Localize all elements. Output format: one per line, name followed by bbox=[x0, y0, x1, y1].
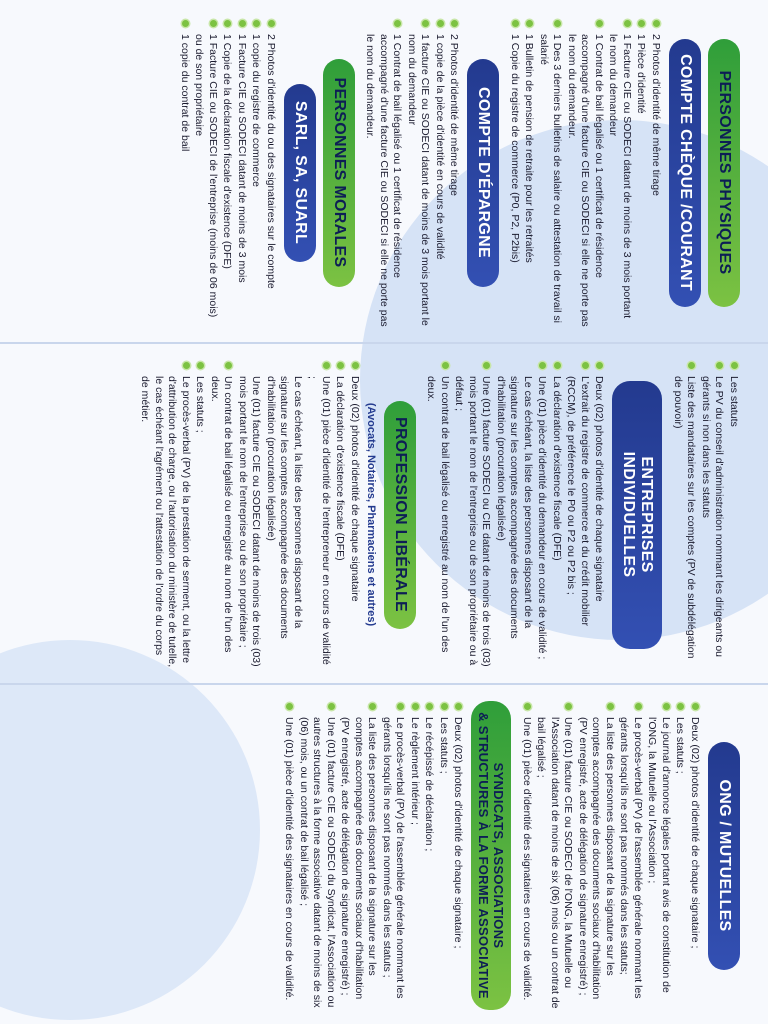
list-item: 1 copie du contrat de bail bbox=[178, 18, 192, 327]
list-item: Les statuts ; bbox=[673, 701, 687, 1010]
heading-entreprises-individuelles: ENTREPRISES INDIVIDUELLES bbox=[613, 381, 663, 649]
list-item: 1 Facture CIE ou SODECI datant de moins de 3 mois portant le nom du demandeur bbox=[606, 18, 633, 327]
list-item: 1 Bulletin de pension de retraite pour les retraités bbox=[522, 18, 536, 327]
heading-syndicats-line-1: SYNDICATS, ASSOCIATIONS bbox=[491, 762, 507, 949]
list-item: Les statuts ; bbox=[437, 701, 451, 1010]
list-item: Un contrat de bail légalisé ou enregistré au nom de l'un des deux. bbox=[208, 360, 235, 669]
list-item: Les statuts ; bbox=[193, 360, 207, 669]
list-item: Une (01) facture CIE ou SODECI de l'ONG, la Mutuelle ou l'Association datant de moins de six (06) mois ou un contrat de bail légalisé ; bbox=[534, 701, 575, 1010]
list-compte-cheque bbox=[508, 18, 663, 327]
list-item: L'extrait du registre de commerce et du crédit mobilier (RCCM), de préférence le P0 ou P2 ou P2 bis ; bbox=[564, 360, 591, 669]
list-item: Le procès-verbal (PV) de l'assemblée générale nommant les gérants lorsqu'ils ne sont pas nommés dans les statuts ; bbox=[380, 701, 407, 1010]
heading-syndicats-associations bbox=[472, 701, 512, 1010]
panel-personnes bbox=[0, 0, 768, 341]
heading-sarl-sa-suarl: SARL, SA, SUARL bbox=[284, 84, 316, 262]
list-item: 1 copie de la pièce d'identité en cours de validité bbox=[433, 18, 447, 327]
list-entreprises-individuelles bbox=[424, 360, 606, 669]
list-item: 2 Photos d'identité de même tirage bbox=[649, 18, 663, 327]
list-item: 1 Facture CIE ou SODECI de l'entreprise (moins de 06 mois) ou de son propriétaire bbox=[192, 18, 219, 327]
profession-liberale-subtitle: (Avocats, Notaires, Pharmaciens et autres) bbox=[365, 402, 377, 627]
list-item: Le PV du conseil d'administration nommant les dirigeants ou gérants si non dans les statuts bbox=[699, 360, 726, 669]
list-syndicats-associations bbox=[282, 701, 465, 1010]
list-personnes-morales bbox=[178, 18, 278, 327]
list-item: Liste des mandataires sur les comptes (PV de subdélégation de pouvoir) bbox=[671, 360, 698, 669]
list-item: 2 Photos d'identité du ou des signataires sur le compte bbox=[264, 18, 278, 327]
list-item: Le récépissé de déclaration ; bbox=[422, 701, 436, 1010]
list-item: 1 Des 3 derniers bulletins de salaire ou attestation de travail si salarié bbox=[537, 18, 564, 327]
list-item: Le procès-verbal (PV) de la prestation de serment, ou la lettre d'attribution de charge, ou l'autorisation du ministère de tutelle, le cas échéant l'agrément ou l'attestation de l'ordre du corps de métier. bbox=[138, 360, 192, 669]
list-item: 1 Copie de la déclaration fiscale d'existence (DFE) bbox=[220, 18, 234, 327]
list-item: Deux (02) photos d'identité de chaque signataire bbox=[592, 360, 606, 669]
list-item: La liste des personnes disposant de la signature sur les comptes accompagnée des documents sociaux d'habilitation (PV enregistré, acte de délégation de signature enregistré) ; bbox=[338, 701, 379, 1010]
list-morales-continued bbox=[671, 360, 741, 669]
list-item: Une (01) pièce d'identité des signataires en cours de validité. bbox=[282, 701, 296, 1010]
list-item: Deux (02) photos d'identité de chaque signataire bbox=[348, 360, 362, 669]
list-item: 1 Pièce d'identité bbox=[634, 18, 648, 327]
list-item: Une (01) pièce d'identité du demandeur en cours de validité ; bbox=[535, 360, 549, 669]
list-item: 1 Contrat de bail légalisé ou 1 certificat de résidence accompagné d'une facture CIE ou SODECI si elle ne porte pas le nom du demandeur. bbox=[363, 18, 404, 327]
list-item: Une (01) pièce d'identité des signataires en cours de validité. bbox=[520, 701, 534, 1010]
list-item: 2 Photos d'identité de même tirage bbox=[447, 18, 461, 327]
list-item: Le cas échéant, la liste des personnes disposant de la signature sur les comptes accompagnée des documents d'habilitation (procuration légalisée) bbox=[265, 376, 304, 639]
list-item: Une (01) facture SODECI ou CIE datant de moins de trois (03) mois portant le nom de l'entreprise ou de son propriétaire ou à défaut ; bbox=[452, 360, 493, 669]
section-title-personnes-morales: PERSONNES MORALES bbox=[323, 59, 355, 287]
list-item: Le journal d'annonce légales portant avis de constitution de l'ONG, la Mutuelle ou l'Association ; bbox=[645, 701, 672, 1010]
list-item: 1 facture CIE ou SODECI datant de moins de 3 mois portant le nom du demandeur bbox=[405, 18, 432, 327]
panel-associations bbox=[0, 683, 768, 1024]
heading-compte-epargne: COMPTE D'ÉPARGNE bbox=[468, 59, 500, 287]
list-item: 1 Facture CIE ou SODECI datant de moins de 3 mois bbox=[235, 18, 249, 327]
list-item: Les statuts bbox=[727, 360, 741, 669]
list-item: 1 Copie du registre de commerce (P0, P2, P2bis) bbox=[508, 18, 522, 327]
heading-ong-mutuelles: ONG / MUTUELLES bbox=[708, 742, 740, 970]
list-item: La déclaration d'existence fiscale (DFE) bbox=[333, 360, 347, 669]
list-item: Le cas échéant, la liste des personnes disposant de la signature sur les comptes accompagnée des documents d'habilitation (procuration légalisée) bbox=[495, 376, 534, 639]
list-item: Une (01) pièce d'identité de l'entrepreneur en cours de validité ; bbox=[305, 360, 332, 669]
list-item: La liste des personnes disposant de la signature sur les comptes accompagnée des documents sociaux d'habilitation (PV enregistré, acte de délégation de signature enregistré) ; bbox=[576, 701, 617, 1010]
list-item: Une (01) facture CIE ou SODECI du Syndicat, l'Association ou autres structures à la forme associative datant de moins de six (06) mois, ou un contrat de bail légalisé ; bbox=[297, 701, 338, 1010]
list-item: Deux (02) photos d'identité de chaque signataire ; bbox=[451, 701, 465, 1010]
list-item: 1 copie du registre de commerce bbox=[249, 18, 263, 327]
panel-entreprises bbox=[0, 342, 768, 683]
list-item: Une (01) facture CIE ou SODECI datant de moins de trois (03) mois portant le nom de l'entreprise ou de son propriétaire ; bbox=[237, 376, 263, 667]
list-item: Le procès-verbal (PV) de l'assemblée générale nommant les gérants lorsqu'ils ne sont pas nommés dans les statuts; bbox=[617, 701, 644, 1010]
section-title-personnes-physiques: PERSONNES PHYSIQUES bbox=[708, 39, 740, 307]
list-item: Le règlement intérieur ; bbox=[408, 701, 422, 1010]
list-item: Deux (02) photos d'identité de chaque signataire ; bbox=[688, 701, 702, 1010]
heading-profession-liberale: PROFESSION LIBÉRALE bbox=[384, 401, 416, 629]
list-item: Un contrat de bail légalisé ou enregistré au nom de l'un des deux. bbox=[424, 360, 451, 669]
list-item: La déclaration d'existence fiscale (DFE) bbox=[550, 360, 564, 669]
list-profession-liberale bbox=[138, 360, 361, 669]
heading-compte-cheque: COMPTE CHÈQUE /COURANT bbox=[669, 39, 701, 307]
heading-syndicats-line-2: & STRUCTURES À LA FORME ASSOCIATIVE bbox=[476, 712, 492, 999]
list-compte-epargne bbox=[363, 18, 461, 327]
list-item: 1 Contrat de bail légalisé ou 1 certificat de résidence accompagné d'une facture CIE ou SODECI si elle ne porte pas le nom du demandeur. bbox=[565, 18, 606, 327]
list-ong-mutuelles bbox=[520, 701, 702, 1010]
